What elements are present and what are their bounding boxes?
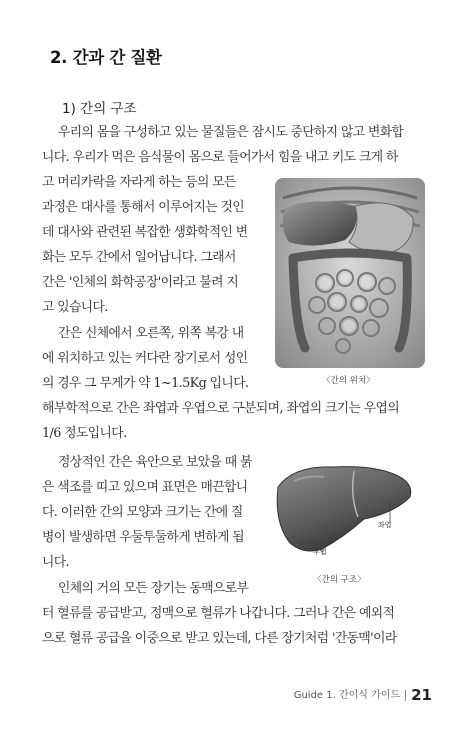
liver-structure-illustration: [264, 457, 424, 567]
body-line: 으로 혈류 공급을 이중으로 받고 있는데, 다른 장기처럼 '간동맥'이라: [42, 631, 397, 646]
body-line: 정상적인 간은 육안으로 보았을 때 붉: [58, 455, 252, 470]
body-line: 1/6 정도입니다.: [42, 426, 127, 441]
liver-location-illustration: [275, 178, 425, 368]
figure-caption-structure: 〈간의 구조〉: [313, 575, 366, 585]
body-line: 니다. 우리가 먹은 음식물이 몸으로 들어가서 힘을 내고 키도 크게 하: [42, 150, 398, 165]
body-line: 다. 이러한 간의 모양과 크기는 간에 질: [42, 505, 243, 520]
section-subheading: 1) 간의 구조: [62, 101, 137, 117]
body-line: 우리의 몸을 구성하고 있는 물질들은 잠시도 중단하지 않고 변화합: [58, 125, 404, 140]
figure-caption-location: 〈간의 위치〉: [322, 376, 375, 386]
footer-divider: [405, 690, 406, 701]
body-line: 데 대사와 관련된 복잡한 생화학적인 변: [42, 225, 248, 240]
footer-guide-title: Guide 1. 간이식 가이드: [293, 690, 401, 701]
body-line: 인체의 거의 모든 장기는 동맥으로부: [58, 581, 249, 596]
body-line: 간은 '인체의 화학공장'이라고 불려 지: [42, 275, 239, 290]
body-line: 병이 발생하면 우둘투둘하게 변하게 됩: [42, 530, 245, 545]
body-line: 화는 모두 간에서 일어납니다. 그래서: [42, 250, 236, 265]
page-number: 21: [411, 686, 432, 704]
chapter-heading: 2. 간과 간 질환: [50, 48, 162, 67]
body-line: 고 있습니다.: [42, 300, 108, 315]
page-footer: [294, 686, 432, 704]
body-line: 고 머리카락을 자라게 하는 등의 모든: [42, 175, 236, 190]
body-line: 해부학적으로 간은 좌엽과 우엽으로 구분되며, 좌엽의 크기는 우엽의: [42, 401, 400, 416]
body-line: 간은 신체에서 오른쪽, 위쪽 복강 내: [58, 326, 244, 341]
body-line: 에 위치하고 있는 커다란 장기로서 성인: [42, 351, 248, 366]
body-line: 의 경우 그 무게가 약 1~1.5Kg 입니다.: [42, 376, 249, 391]
label-left-lobe: 좌엽: [378, 521, 392, 529]
body-line: 과정은 대사를 통해서 이루어지는 것인: [42, 200, 245, 215]
body-line: 니다.: [42, 555, 69, 570]
body-line: 터 혈류를 공급받고, 정맥으로 혈류가 나갑니다. 그러나 간은 예외적: [42, 606, 395, 621]
label-right-lobe: 우엽: [313, 548, 327, 556]
body-line: 은 색조를 띠고 있으며 표면은 매끈합니: [42, 480, 248, 495]
